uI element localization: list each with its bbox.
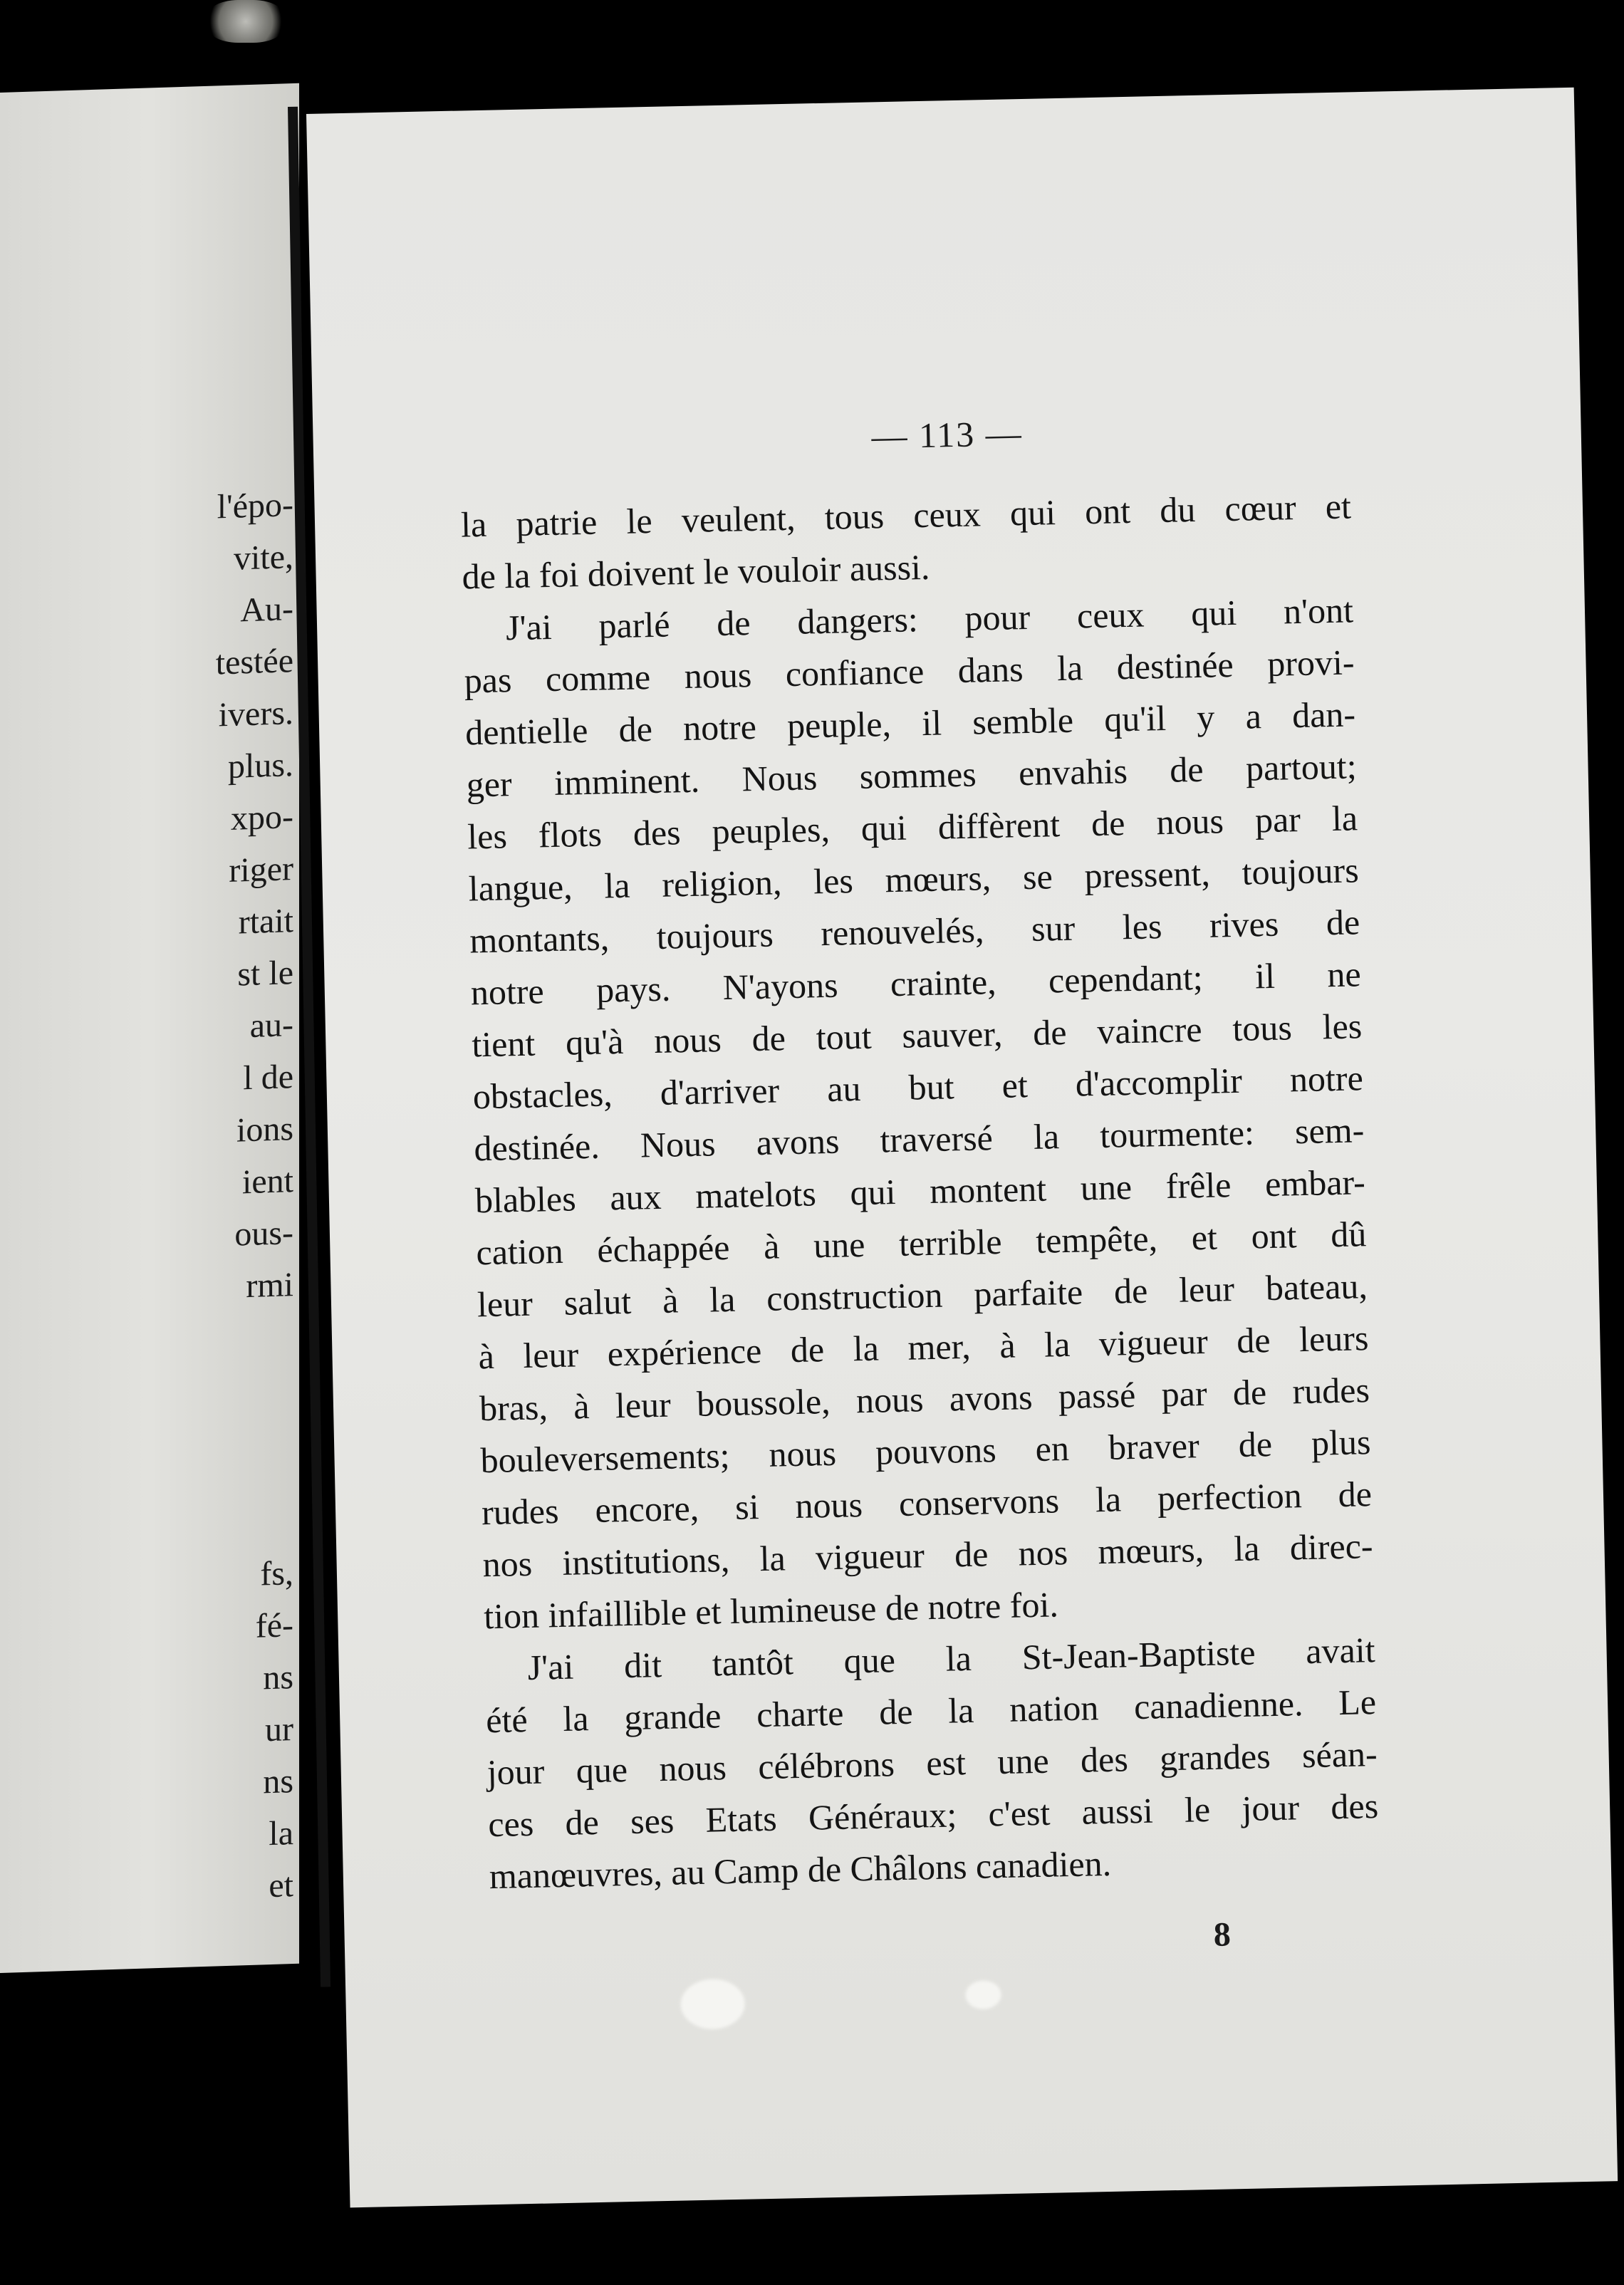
text-line: bras, à leur boussole, nous avons passé par de rudes <box>479 1370 1370 1429</box>
text-line: obstacles, d'arriver au but et d'accomplir notre <box>472 1058 1364 1117</box>
text-line: rudes encore, si nous conservons la perfection de <box>481 1474 1373 1533</box>
page-header-number: — 113 — <box>870 413 1024 457</box>
text-line: destinée. Nous avons traversé la tourmente: sem- <box>473 1110 1365 1169</box>
left-page-fragment: ns <box>263 1762 293 1801</box>
left-page-fragment: au- <box>249 1006 293 1045</box>
left-page-fragment: l de <box>243 1058 293 1098</box>
body-text <box>460 480 1380 1903</box>
text-line: nos institutions, la vigueur de nos mœurs, la direc- <box>482 1526 1374 1585</box>
right-page <box>306 88 1618 2208</box>
left-page-fragment: Au- <box>240 590 293 630</box>
text-line: langue, la religion, les mœurs, se pressent, toujours <box>468 850 1360 909</box>
left-page-fragment: ur <box>265 1710 293 1749</box>
text-line: pas comme nous confiance dans la destinée provi- <box>464 642 1355 701</box>
text-line: ger imminent. Nous sommes envahis de partout; <box>466 746 1358 805</box>
text-line: blables aux matelots qui montent une frêle embar- <box>474 1162 1366 1221</box>
text-line: montants, toujours renouvelés, sur les rives de <box>469 902 1360 961</box>
text-line: tient qu'à nous de tout sauver, de vaincre tous les <box>471 1006 1363 1065</box>
text-line: J'ai parlé de dangers: pour ceux qui n'ont <box>505 590 1354 648</box>
left-page-fragment: et <box>269 1866 293 1905</box>
left-page-fragment: ient <box>242 1162 293 1202</box>
left-page-fragment: vite, <box>234 538 293 578</box>
text-line: ces de ses Etats Généraux; c'est aussi le jour des <box>487 1786 1379 1845</box>
text-line: dentielle de notre peuple, il semble qu'il y a dan- <box>464 694 1356 753</box>
text-line: cation échappée à une terrible tempête, et ont dû <box>475 1214 1367 1273</box>
left-page-fragment: plus. <box>227 746 293 786</box>
text-line: été la grande charte de la nation canadienne. Le <box>485 1682 1377 1741</box>
text-line: manœuvres, au Camp de Châlons canadien. <box>489 1843 1112 1897</box>
text-line: de la foi doivent le vouloir aussi. <box>462 546 930 597</box>
text-line: bouleversements; nous pouvons en braver de plus <box>480 1422 1371 1481</box>
left-page-text-fragments-top <box>123 479 293 1316</box>
left-page-fragment: riger <box>229 850 293 890</box>
text-line: jour que nous célébrons est une des grandes séan- <box>486 1734 1378 1793</box>
left-page-fragment: testée <box>215 642 293 682</box>
text-line: leur salut à la construction parfaite de leur bateau, <box>477 1266 1368 1325</box>
left-page-fragment: fs, <box>260 1554 293 1593</box>
paper-blot <box>680 1979 745 2030</box>
left-page-fragment: rmi <box>246 1266 293 1306</box>
signature-mark: 8 <box>1213 1915 1232 1954</box>
left-page-fragment: l'épo- <box>217 486 293 526</box>
text-line: tion infaillible et lumineuse de notre foi. <box>483 1584 1059 1637</box>
left-page-fragment: xpo- <box>231 798 293 838</box>
text-line: les flots des peuples, qui diffèrent de nous par la <box>467 798 1358 857</box>
left-page-fragment: rtait <box>238 902 293 942</box>
text-line: J'ai dit tantôt que la St-Jean-Baptiste avait <box>527 1630 1376 1687</box>
left-page-fragment: la <box>269 1814 293 1853</box>
left-page-text-fragments-bottom <box>123 1547 293 1917</box>
left-page-fragment: ous- <box>234 1214 293 1254</box>
left-page <box>0 83 299 1973</box>
text-line: à leur expérience de la mer, à la vigueur de leurs <box>477 1318 1369 1377</box>
left-page-fragment: fé- <box>255 1606 293 1645</box>
left-page-fragment: ions <box>236 1110 293 1150</box>
paper-blot <box>965 1980 1001 2009</box>
scan-artifact <box>207 0 285 43</box>
text-line: la patrie le veulent, tous ceux qui ont du cœur et <box>460 486 1352 545</box>
left-page-fragment: ns <box>263 1658 293 1697</box>
left-page-fragment: ivers. <box>218 694 293 734</box>
text-line: notre pays. N'ayons crainte, cependant; il ne <box>470 954 1362 1013</box>
left-page-fragment: st le <box>237 954 293 994</box>
